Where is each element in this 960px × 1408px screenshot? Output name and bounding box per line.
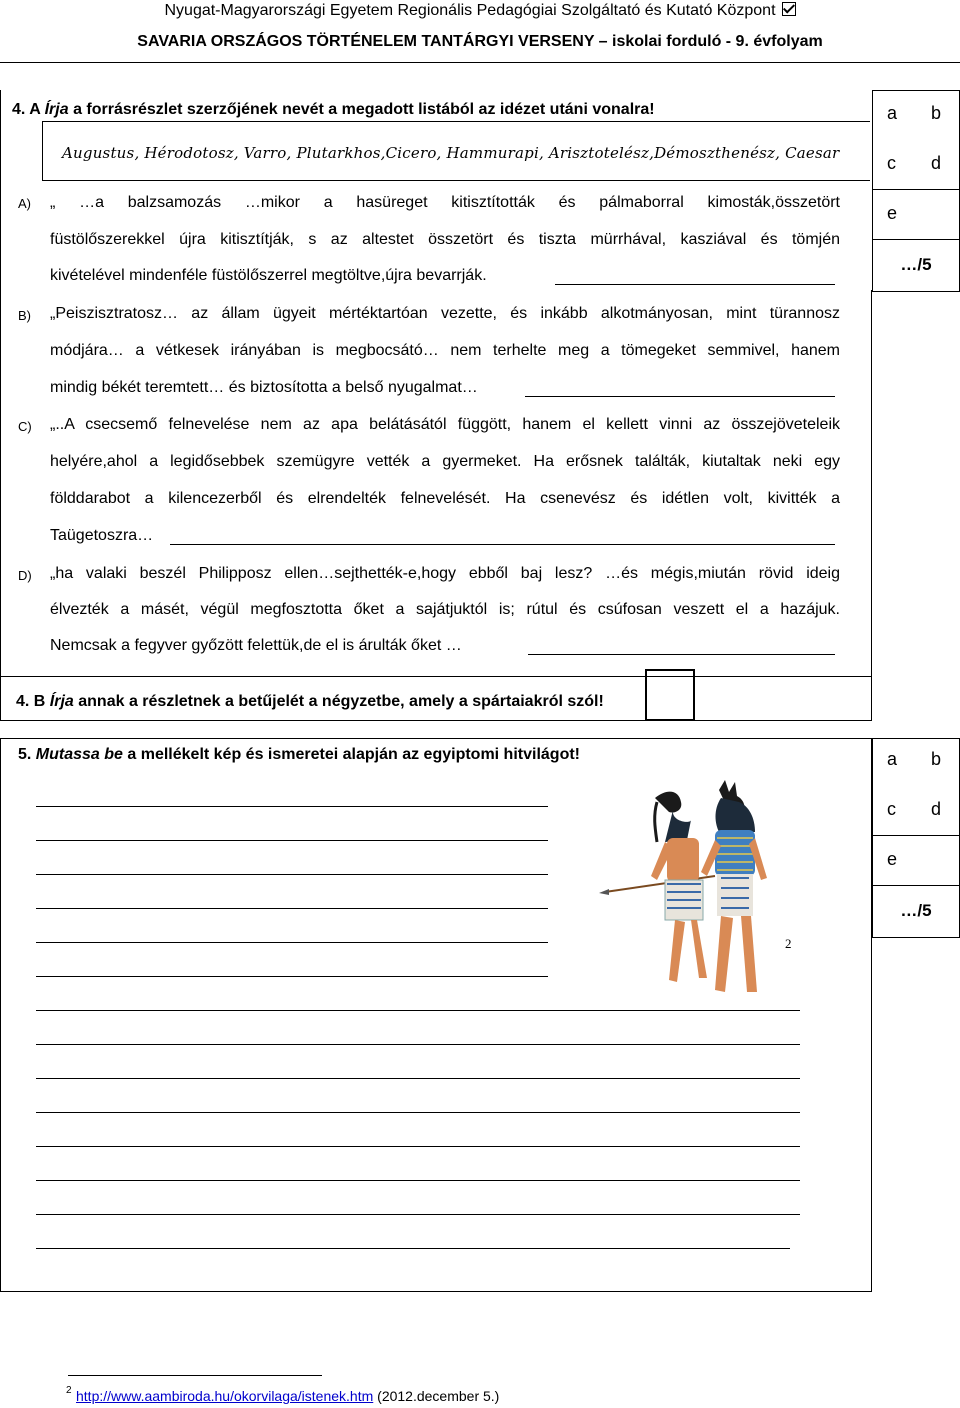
task4-top	[0, 90, 960, 92]
task4b-verb: Írja	[49, 693, 74, 710]
grade-e: e	[887, 203, 898, 223]
item-b-answer-line[interactable]	[525, 396, 835, 397]
item-d-line1: „ha valaki beszél Philipposz ellen…sejthették-e,hogy ebből baj lesz? …és mégis,miután rövid ideig	[50, 565, 840, 582]
author-box-bottom	[42, 180, 870, 181]
grade-e: e	[887, 849, 898, 869]
item-b-line1: „Peiszisztratosz… az állam ügyeit mértéktartóan vezette, és inkább alkotmányosan, mint türannosz	[50, 305, 840, 322]
task5-grade-box	[872, 738, 960, 938]
footnote-link[interactable]: http://www.aambiroda.hu/okorvilaga/istenek.htm	[76, 1388, 374, 1404]
writing-line[interactable]	[36, 1044, 800, 1045]
item-d-line2: élvezték a másét, végül megfosztotta őket a sajátjuktól is; rútul és csúfosan veszett el a hazájuk.	[50, 601, 840, 618]
task4b-top-rule	[0, 676, 872, 677]
task5-rest: a mellékelt kép és ismeretei alapján az egyiptomi hitvilágot!	[122, 746, 580, 763]
item-d-answer-line[interactable]	[528, 654, 835, 655]
task4-title	[12, 101, 655, 119]
task4b-title	[16, 693, 604, 711]
writing-line[interactable]	[36, 942, 548, 943]
item-b-label: B)	[18, 308, 31, 323]
task4-frame-right	[871, 290, 872, 720]
item-c-answer-line[interactable]	[170, 544, 835, 545]
item-a-line3: kivételével mindenféle füstölőszerrel megtöltve,újra bevarrják.	[50, 267, 487, 284]
item-b-line2: módjára… a vétkesek irányában is megbocsátó… nem terhelte meg a tömegeket semmivel, hanem	[50, 342, 840, 359]
task4b-num: 4. B	[16, 693, 50, 710]
author-box-left	[42, 121, 43, 180]
checkbox-icon	[782, 2, 796, 16]
writing-line[interactable]	[36, 976, 548, 977]
writing-line[interactable]	[36, 1248, 790, 1249]
writing-line[interactable]	[36, 1112, 800, 1113]
footnote-ref: 2	[785, 936, 792, 951]
writing-line[interactable]	[36, 1078, 800, 1079]
task4-grade-box	[872, 90, 960, 292]
header-rule	[0, 62, 960, 63]
writing-line[interactable]	[36, 908, 548, 909]
footnote-number: 2	[66, 1385, 72, 1396]
writing-line[interactable]	[36, 1010, 800, 1011]
grade-c: c	[887, 153, 896, 173]
task5-score: …/5	[900, 901, 932, 920]
writing-line[interactable]	[36, 806, 548, 807]
task4-num: 4. A	[12, 101, 45, 118]
task4b-bottom-rule	[0, 720, 872, 721]
task5-num: 5.	[18, 746, 36, 763]
item-a-label: A)	[18, 196, 31, 211]
footnote-text	[76, 1388, 499, 1404]
item-d-label: D)	[18, 568, 32, 583]
writing-line[interactable]	[36, 840, 548, 841]
spear-tip	[599, 889, 609, 895]
grade-b: b	[931, 749, 942, 769]
task4-verb: Írja	[44, 101, 69, 118]
writing-line[interactable]	[36, 1146, 800, 1147]
task4-frame-left	[0, 90, 1, 720]
item-a-line2: füstölőszerekkel újra kitisztítják, s az altestet összetört és tiszta mürrhával, kasziával és tömjén	[50, 231, 840, 248]
writing-line[interactable]	[36, 874, 548, 875]
item-c-line3: földdarabot a kilencezerből és elrendelték felnevelését. Ha csenevész és idétlen volt, kivitték a	[50, 490, 840, 507]
task5-bottom-rule	[0, 1291, 872, 1292]
writing-line[interactable]	[36, 1180, 800, 1181]
task4-score: …/5	[900, 255, 932, 274]
anubis-figure	[701, 780, 767, 992]
item-a-line1: „ …a balzsamozás …mikor a hasüreget kitisztították és pálmaborral kimosták,összetört	[50, 194, 840, 211]
grade-divider	[873, 885, 959, 886]
header-institution	[0, 2, 960, 20]
egyptian-gods-image	[595, 780, 795, 1010]
header-competition: SAVARIA ORSZÁGOS TÖRTÉNELEM TANTÁRGYI VERSENY – iskolai forduló - 9. évfolyam	[137, 33, 823, 50]
author-list: Augustus, Hérodotosz, Varro, Plutarkhos,Cicero, Hammurapi, Arisztotelész,Démoszthenész, Caesar	[62, 144, 840, 162]
item-c-line2: helyére,ahol a legidősebbek szemügyre vették a gyermeket. Ha erősnek találták, kiutaltak neki egy	[50, 453, 840, 470]
grade-d: d	[931, 799, 942, 819]
task4b-rest: annak a részletnek a betűjelét a négyzetbe, amely a spártaiakról szól!	[73, 693, 604, 710]
item-c-label: C)	[18, 419, 32, 434]
author-box-top	[42, 121, 870, 122]
task5-verb: Mutassa be	[35, 746, 123, 763]
item-d-line3: Nemcsak a fegyver győzött felettük,de el is árulták őket …	[50, 637, 462, 654]
footnote-date: (2012.december 5.)	[377, 1388, 500, 1404]
grade-divider	[873, 189, 959, 190]
item-b-line3: mindig békét teremtett… és biztosította a belső nyugalmat…	[50, 379, 478, 396]
grade-a: a	[887, 103, 898, 123]
grade-d: d	[931, 153, 942, 173]
grade-c: c	[887, 799, 896, 819]
task4-rest: a forrásrészlet szerzőjének nevét a megadott listából az idézet utáni vonalra!	[68, 101, 655, 118]
task4b-answer-box[interactable]	[645, 669, 695, 721]
item-c-line1: „..A csecsemő felnevelése nem az apa belátásától függött, hanem el kellett vinni az összejöveteleik	[50, 416, 840, 433]
grade-b: b	[931, 103, 942, 123]
writing-line[interactable]	[36, 1214, 800, 1215]
footnote-rule	[68, 1375, 322, 1376]
grade-divider	[873, 239, 959, 240]
thoth-figure	[651, 792, 707, 982]
grade-divider	[873, 835, 959, 836]
grade-a: a	[887, 749, 898, 769]
item-a-answer-line[interactable]	[555, 284, 835, 285]
task5-top-rule	[0, 738, 872, 739]
item-c-line4: Taügetoszra…	[50, 527, 154, 544]
institution-text: Nyugat-Magyarországi Egyetem Regionális Pedagógiai Szolgáltató és Kutató Központ	[164, 2, 776, 19]
task5-frame-left	[0, 738, 1, 1292]
task5-title	[18, 746, 580, 764]
